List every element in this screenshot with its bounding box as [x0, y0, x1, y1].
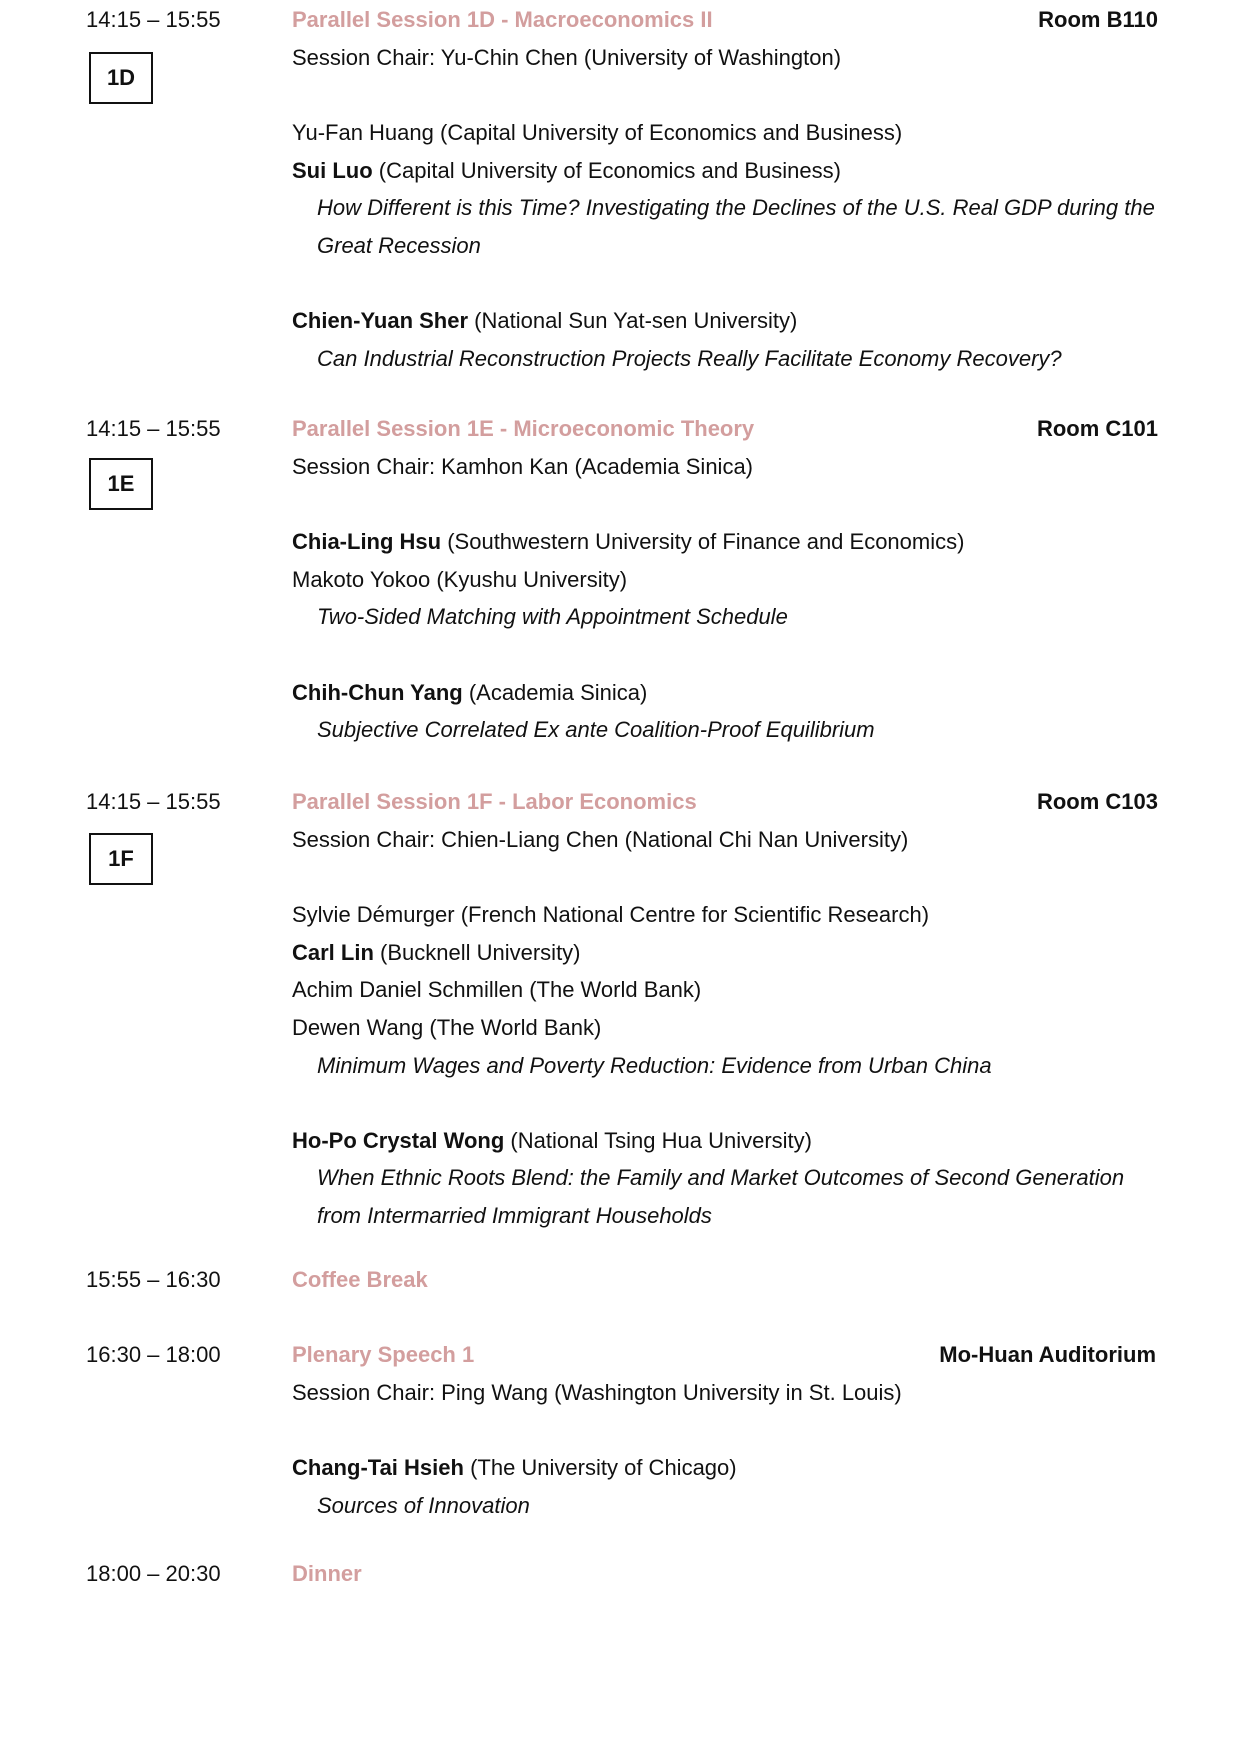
author-affiliation: (National Tsing Hua University) — [504, 1127, 812, 1153]
session-code-box: 1E — [89, 458, 153, 510]
plenary-chair: Session Chair: Ping Wang (Washington University in St. Louis) — [292, 1380, 902, 1405]
paper-title: Two-Sided Matching with Appointment Schedule — [317, 604, 788, 630]
plenary-room: Mo-Huan Auditorium — [939, 1342, 1156, 1367]
plenary-body — [292, 1374, 1172, 1524]
author-line — [292, 1122, 1172, 1160]
author-line — [292, 561, 1172, 599]
session-time: 14:15 – 15:55 — [86, 7, 221, 32]
session-room: Room C101 — [1036, 416, 1158, 441]
author-name: Yu-Fan Huang — [292, 120, 434, 146]
presenter-name: Chia-Ling Hsu — [292, 529, 442, 555]
author-line — [292, 1009, 1172, 1047]
session-body — [292, 821, 1172, 1235]
paper-title: Minimum Wages and Poverty Reduction: Evidence from Urban China — [317, 1052, 992, 1078]
author-line — [292, 934, 1172, 972]
author-name: Dewen Wang — [292, 1014, 424, 1040]
session-time: 14:15 – 15:55 — [86, 789, 221, 814]
speaker-line — [292, 1449, 1172, 1487]
author-affiliation: (The World Bank) — [523, 977, 702, 1003]
dinner-title: Dinner — [292, 1561, 362, 1586]
session-body — [292, 448, 1172, 749]
plenary-title: Plenary Speech 1 — [292, 1342, 475, 1367]
author-line — [292, 114, 1172, 152]
session-chair: Session Chair: Kamhon Kan (Academia Sinica) — [292, 454, 754, 479]
author-affiliation: (French National Centre for Scientific Research) — [454, 902, 930, 928]
paper-title: Can Industrial Reconstruction Projects Really Facilitate Economy Recovery? — [317, 345, 1062, 371]
presenter-name: Chien-Yuan Sher — [292, 308, 469, 334]
author-line — [292, 152, 1172, 190]
session-time: 14:15 – 15:55 — [86, 416, 221, 441]
session-body — [292, 39, 1172, 377]
coffee-title: Coffee Break — [292, 1267, 428, 1292]
author-name: Achim Daniel Schmillen — [292, 977, 524, 1003]
session-chair: Session Chair: Yu-Chin Chen (University of Washington) — [292, 45, 842, 70]
author-affiliation: (Capital University of Economics and Business) — [433, 120, 903, 146]
author-affiliation: (The World Bank) — [423, 1014, 602, 1040]
author-affiliation: (Bucknell University) — [373, 939, 581, 965]
speaker-affiliation: (The University of Chicago) — [463, 1455, 737, 1481]
session-title: Parallel Session 1D - Macroeconomics II — [292, 7, 713, 32]
author-name: Sylvie Démurger — [292, 902, 455, 928]
author-affiliation: (National Sun Yat-sen University) — [468, 308, 798, 334]
session-title: Parallel Session 1F - Labor Economics — [292, 789, 697, 814]
dinner-time: 18:00 – 20:30 — [86, 1561, 221, 1586]
presenter-name: Carl Lin — [292, 939, 374, 965]
author-line — [292, 674, 1172, 712]
plenary-time: 16:30 – 18:00 — [86, 1342, 221, 1367]
session-room: Room B110 — [1038, 7, 1158, 32]
paper-title: Subjective Correlated Ex ante Coalition-Proof Equilibrium — [317, 717, 875, 743]
author-line — [292, 302, 1172, 340]
author-affiliation: (Academia Sinica) — [462, 679, 648, 705]
author-line — [292, 896, 1172, 934]
session-code-box: 1F — [89, 833, 153, 885]
paper-title: Sources of Innovation — [317, 1492, 530, 1518]
session-chair: Session Chair: Chien-Liang Chen (National Chi Nan University) — [292, 827, 909, 852]
presenter-name: Chih-Chun Yang — [292, 679, 463, 705]
paper-title: How Different is this Time? Investigating the Declines of the U.S. Real GDP during the Great Recession — [317, 195, 1155, 258]
author-line — [292, 971, 1172, 1009]
author-affiliation: (Kyushu University) — [430, 566, 628, 592]
session-title: Parallel Session 1E - Microeconomic Theory — [292, 416, 755, 441]
presenter-name: Ho-Po Crystal Wong — [292, 1127, 505, 1153]
presenter-name: Sui Luo — [292, 157, 373, 183]
session-room: Room C103 — [1036, 789, 1158, 814]
paper-title: When Ethnic Roots Blend: the Family and Market Outcomes of Second Generation from Intermarried Immigrant Households — [317, 1165, 1125, 1228]
session-code-box: 1D — [89, 52, 153, 104]
author-affiliation: (Capital University of Economics and Business) — [372, 157, 841, 183]
coffee-time: 15:55 – 16:30 — [86, 1267, 221, 1292]
author-line — [292, 523, 1172, 561]
author-name: Makoto Yokoo — [292, 566, 431, 592]
speaker-name: Chang-Tai Hsieh — [292, 1455, 464, 1481]
author-affiliation: (Southwestern University of Finance and Economics) — [441, 529, 965, 555]
